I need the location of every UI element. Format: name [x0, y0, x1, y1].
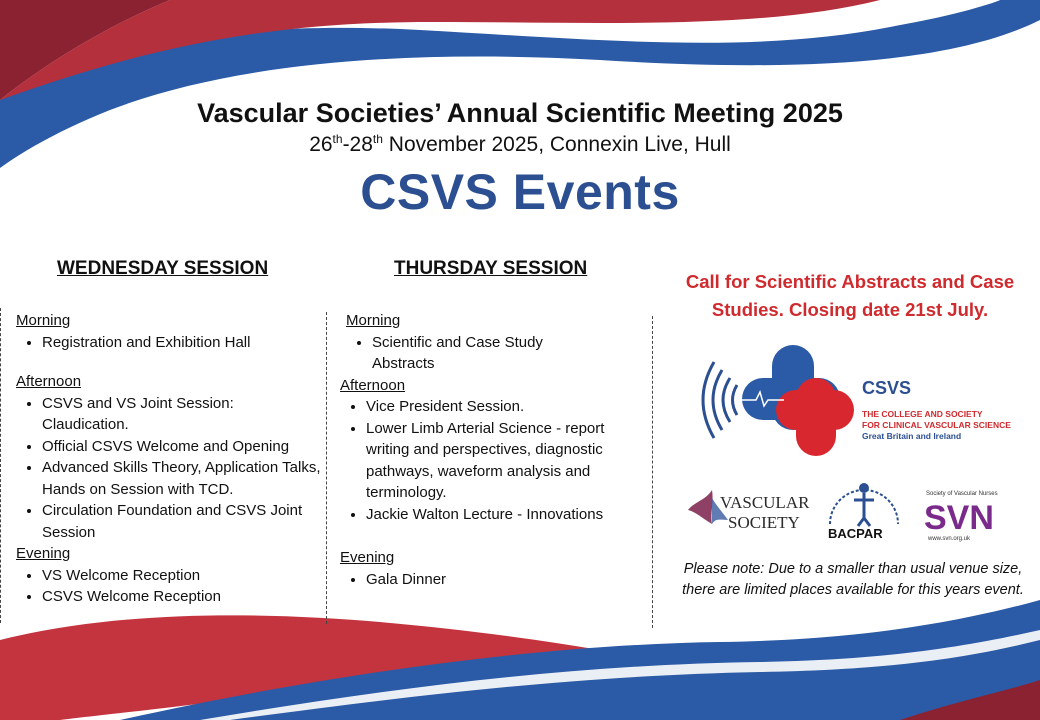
wednesday-morning-list — [16, 332, 321, 354]
thursday-afternoon-list — [340, 396, 640, 525]
list-item: • Jackie Walton Lecture - Innovations — [366, 504, 640, 526]
csvs-line2: FOR CLINICAL VASCULAR SCIENCE — [862, 420, 1011, 430]
thursday-evening-label: Evening — [340, 549, 395, 566]
svn-text: SVN — [924, 499, 994, 537]
csvs-name: CSVS — [862, 378, 912, 398]
wednesday-evening-label: Evening — [16, 545, 71, 562]
list-item: • Scientific and Case Study Abstracts — [372, 332, 572, 375]
svn-url-text: www.svn.org.uk — [928, 536, 971, 542]
vascular-society-logo — [684, 480, 814, 540]
bacpar-text: BACPAR — [828, 526, 883, 541]
meeting-title: Vascular Societies’ Annual Scientific Meeting 2025 — [197, 98, 843, 128]
thursday-heading: THURSDAY SESSION — [394, 258, 588, 279]
list-item: • Official CSVS Welcome and Opening — [42, 436, 321, 458]
list-item: • Vice President Session. — [366, 396, 640, 418]
signal-waves-icon — [703, 362, 737, 438]
venue-note: Please note: Due to a smaller than usual venue size, there are limited places available for this years event. — [682, 561, 1024, 598]
csvs-line3: Great Britain and Ireland — [862, 431, 962, 441]
wednesday-morning-label: Morning — [16, 312, 71, 329]
svn-top-text: Society of Vascular Nurses — [926, 491, 998, 497]
bacpar-logo — [820, 478, 910, 542]
thursday-morning-label: Morning — [346, 312, 401, 329]
thursday-column — [340, 310, 640, 590]
list-item: • Lower Limb Arterial Science - report writing and perspectives, diagnostic pathways, waveform analysis and terminology. — [366, 418, 640, 504]
society-text: SOCIETY — [728, 513, 800, 532]
csvs-logo-text — [862, 378, 1011, 442]
red-cross-horizontal — [776, 390, 854, 430]
left-divider — [0, 308, 1, 623]
wednesday-afternoon-list — [16, 393, 321, 544]
svn-logo — [922, 487, 1018, 545]
wednesday-afternoon-label: Afternoon — [16, 373, 82, 390]
vascular-text: VASCULAR — [720, 493, 810, 512]
call-for-abstracts: Call for Scientific Abstracts and Case Studies. Closing date 21st July. — [685, 271, 1015, 320]
list-item: • Registration and Exhibition Hall — [42, 332, 321, 354]
list-item: • Advanced Skills Theory, Application Talks, Hands on Session with TCD. — [42, 457, 321, 500]
csvs-logo — [684, 340, 854, 460]
wednesday-column — [16, 310, 321, 608]
list-item: • CSVS and VS Joint Session: Claudication. — [42, 393, 321, 436]
butterfly-icon — [688, 490, 713, 524]
thursday-morning-list — [340, 332, 640, 375]
wednesday-heading: WEDNESDAY SESSION — [57, 258, 269, 279]
middle-divider — [326, 312, 327, 624]
list-item: • VS Welcome Reception — [42, 565, 321, 587]
list-item: • CSVS Welcome Reception — [42, 586, 321, 608]
thursday-evening-list — [340, 569, 640, 591]
wednesday-evening-list — [16, 565, 321, 608]
meeting-date-location: 26th-28th November 2025, Connexin Live, Hull — [309, 132, 731, 156]
right-divider — [652, 316, 653, 628]
list-item: • Gala Dinner — [366, 569, 640, 591]
csvs-line1: THE COLLEGE AND SOCIETY — [862, 409, 983, 419]
header — [0, 98, 1040, 221]
page-headline: CSVS Events — [360, 164, 680, 220]
thursday-afternoon-label: Afternoon — [340, 376, 406, 394]
list-item: • Circulation Foundation and CSVS Joint Session — [42, 500, 321, 543]
